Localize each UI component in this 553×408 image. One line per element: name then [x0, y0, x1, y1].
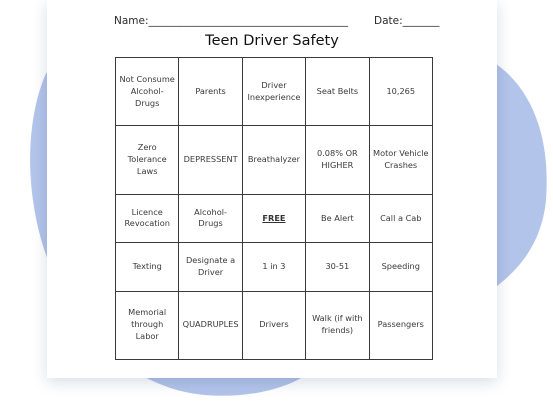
name-label: Name:: [114, 15, 149, 27]
grid-cell: Licence Revocation: [116, 194, 179, 242]
free-space-cell: FREE: [242, 194, 305, 242]
grid-cell: Be Alert: [306, 194, 369, 242]
grid-cell: Parents: [179, 58, 242, 126]
grid-cell: 10,265: [369, 58, 432, 126]
grid-cell: Call a Cab: [369, 194, 432, 242]
grid-row: [116, 291, 433, 359]
grid-cell: Walk (if with friends): [306, 291, 369, 359]
name-field: [114, 15, 348, 27]
date-label: Date:: [374, 15, 403, 27]
grid-row: [116, 126, 433, 194]
grid-cell: 30-51: [306, 243, 369, 291]
grid-cell: Zero Tolerance Laws: [116, 126, 179, 194]
grid-row: [116, 58, 433, 126]
grid-row: [116, 243, 433, 291]
grid-cell: Speeding: [369, 243, 432, 291]
grid-cell: Motor Vehicle Crashes: [369, 126, 432, 194]
grid-cell: Memorial through Labor: [116, 291, 179, 359]
date-blank: _______: [402, 15, 440, 27]
grid-cell: Breathalyzer: [242, 126, 305, 194]
grid-cell: Passengers: [369, 291, 432, 359]
name-blank: ______________________________________: [148, 15, 349, 27]
worksheet-paper: [47, 0, 497, 378]
grid-cell: Not Consume Alcohol-Drugs: [116, 58, 179, 126]
date-field: [374, 15, 439, 27]
grid-cell: Drivers: [242, 291, 305, 359]
grid-cell: Driver Inexperience: [242, 58, 305, 126]
grid-cell: Texting: [116, 243, 179, 291]
grid-cell: QUADRUPLES: [179, 291, 242, 359]
grid-cell: Alcohol-Drugs: [179, 194, 242, 242]
grid-row: [116, 194, 433, 242]
grid-cell: Seat Belts: [306, 58, 369, 126]
grid-cell: 1 in 3: [242, 243, 305, 291]
grid-cell: Designate a Driver: [179, 243, 242, 291]
bingo-grid: [115, 57, 433, 360]
worksheet-title: Teen Driver Safety: [205, 33, 339, 49]
grid-cell: DEPRESSENT: [179, 126, 242, 194]
grid-cell: 0.08% OR HIGHER: [306, 126, 369, 194]
